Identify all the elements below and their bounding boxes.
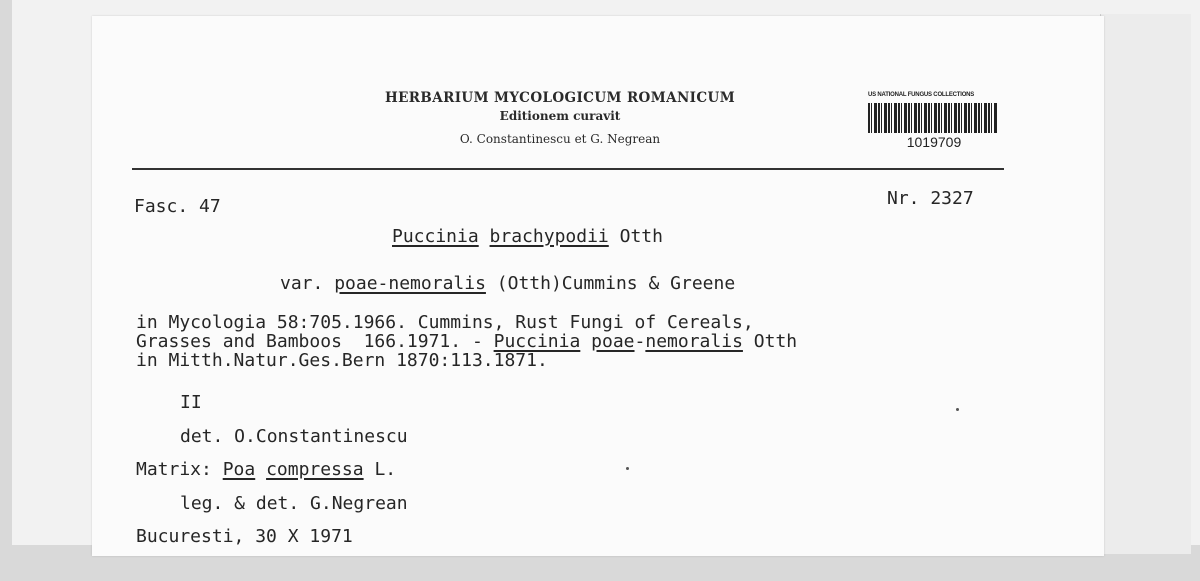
matrix-line [136,459,396,480]
citation-2-text: Grasses and Bamboos 166.1971. - [136,331,483,352]
barcode-number: 1019709 [906,134,962,150]
specimen-number: Nr. 2327 [887,188,974,209]
taxon-genus: Puccinia [392,226,479,247]
var-author: (Otth)Cummins & Greene [496,273,736,294]
determiner: det. O.Constantinescu [180,426,408,447]
barcode [868,92,1000,150]
synonym-author: Otth [753,331,798,352]
synonym-epithet-b: nemoralis [645,331,743,352]
taxon-name [392,226,663,247]
host-genus: Poa [222,459,256,480]
citation-line-3: in Mitth.Natur.Ges.Bern 1870:113.1871. [136,350,548,371]
collector: leg. & det. G.Negrean [180,493,408,514]
synonym-epithet-dash: - [634,331,646,352]
barcode-caption: US NATIONAL FUNGUS COLLECTIONS [868,92,975,98]
host-author: L. [374,459,397,480]
synonym-epithet-a: poae [591,331,635,352]
header-title: HERBARIUM MYCOLOGICUM ROMANICUM [384,90,736,106]
citation-line-1: in Mycologia 58:705.1966. Cummins, Rust Fungi of Cereals, [136,312,754,333]
speck [626,467,629,470]
spore-stage: II [180,392,202,413]
speck [956,408,959,411]
backing-sheet-edge [1100,14,1191,554]
taxon-author: Otth [619,226,663,247]
barcode-bars [868,103,998,133]
host-species: compressa [266,459,364,480]
herbarium-label [92,16,1104,556]
taxon-species: brachypodii [489,226,609,247]
var-epithet: poae-nemoralis [334,273,486,294]
header-rule [132,168,1004,170]
var-prefix: var. [280,273,324,294]
synonym-genus: Puccinia [493,331,581,352]
variety-line [280,273,735,294]
header-subtitle: Editionem curavit [499,109,621,123]
citation-line-2 [136,331,797,352]
fascicle: Fasc. 47 [134,196,221,217]
header-editors: O. Constantinescu et G. Negrean [459,132,661,146]
locality-date: Bucuresti, 30 X 1971 [136,526,353,547]
matrix-label: Matrix: [136,459,212,480]
